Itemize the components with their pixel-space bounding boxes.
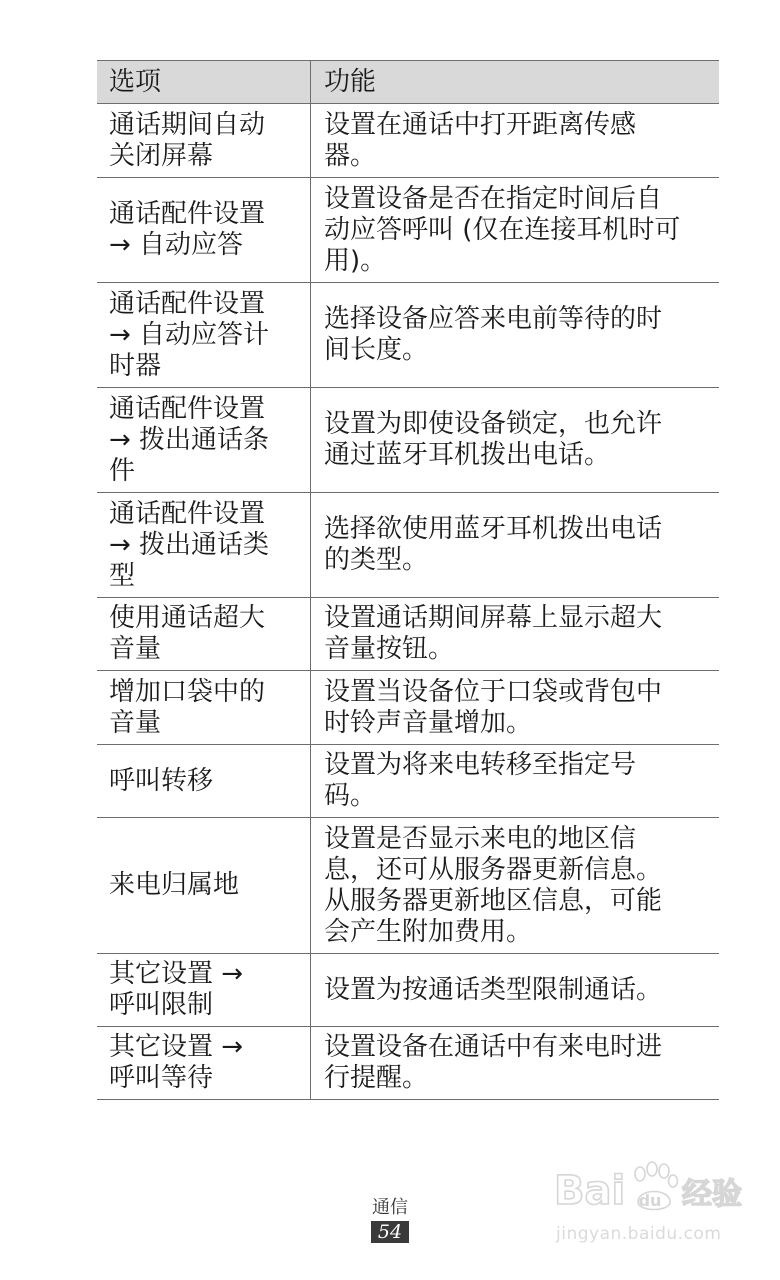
function-cell: 设置通话期间屏幕上显示超大 音量按钮。: [324, 603, 663, 664]
option-cell: 使用通话超大 音量: [97, 598, 311, 670]
table-header-row: [97, 60, 719, 104]
table-row: [97, 283, 719, 388]
watermark-url: jingyan.baidu.com: [556, 1224, 722, 1244]
table-row: [97, 745, 719, 818]
function-cell: 设置为将来电转移至指定号 码。: [324, 750, 637, 811]
function-cell: 设置是否显示来电的地区信 息，还可从服务器更新信息。 从服务器更新地区信息，可能 会产生附加费用。: [324, 823, 663, 947]
option-cell: 通话配件设置 → 自动应答: [97, 178, 311, 282]
svg-text:Bai: Bai: [554, 1168, 626, 1214]
function-cell: 选择设备应答来电前等待的时 间长度。: [324, 304, 663, 365]
function-cell: 设置为按通话类型限制通话。: [324, 974, 663, 1005]
option-cell: 其它设置 → 呼叫等待: [97, 1027, 311, 1099]
header-function: 功能: [324, 66, 377, 97]
option-cell: 通话配件设置 → 拨出通话类 型: [97, 493, 311, 597]
option-cell: 通话期间自动 关闭屏幕: [97, 104, 311, 177]
option-cell: 增加口袋中的 音量: [97, 671, 311, 744]
baidu-paw-logo-icon: [552, 1160, 752, 1224]
table-row: [97, 954, 719, 1027]
table-row: [97, 598, 719, 671]
header-option: 选项: [97, 61, 311, 103]
function-cell: 设置设备在通话中有来电时进 行提醒。: [324, 1032, 663, 1093]
table-row: [97, 818, 719, 954]
function-cell: 设置设备是否在指定时间后自 动应答呼叫 (仅在连接耳机时可 用)。: [324, 183, 681, 276]
option-cell: 呼叫转移: [97, 745, 311, 817]
table-row: [97, 388, 719, 493]
function-cell: 设置在通话中打开距离传感 器。: [324, 109, 637, 171]
function-cell: 选择欲使用蓝牙耳机拨出电话 的类型。: [324, 514, 663, 575]
settings-table: [97, 60, 719, 1100]
table-row: [97, 1027, 719, 1100]
svg-text:经验: 经验: [682, 1177, 742, 1212]
table-row: [97, 671, 719, 745]
function-cell: 设置为即使设备锁定，也允许 通过蓝牙耳机拨出电话。: [324, 409, 663, 470]
option-cell: 其它设置 → 呼叫限制: [97, 954, 311, 1026]
table-row: [97, 178, 719, 283]
page-number: 54: [371, 1221, 409, 1243]
function-cell: 设置当设备位于口袋或背包中 时铃声音量增加。: [324, 676, 663, 738]
svg-text:du: du: [638, 1191, 662, 1210]
option-cell: 来电归属地: [97, 818, 311, 953]
section-title: 通信: [372, 1197, 408, 1218]
option-cell: 通话配件设置 → 拨出通话条 件: [97, 388, 311, 492]
table-row: [97, 493, 719, 598]
option-cell: 通话配件设置 → 自动应答计 时器: [97, 283, 311, 387]
baidu-jingyan-watermark: [552, 1160, 752, 1256]
table-row: [97, 104, 719, 178]
